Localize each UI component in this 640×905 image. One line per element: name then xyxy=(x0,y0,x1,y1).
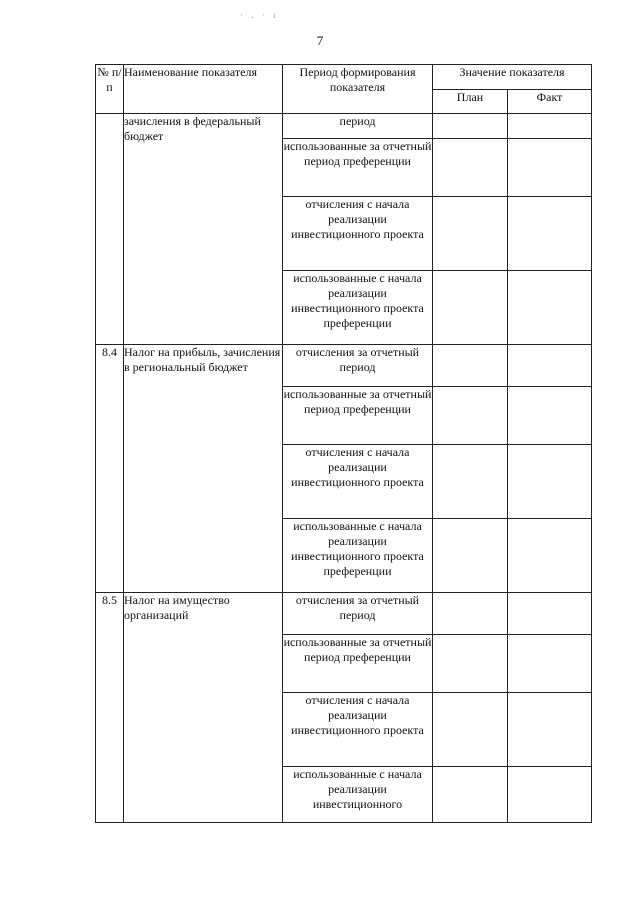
header-name: Наименование показателя xyxy=(124,65,283,114)
row-num: 8.5 xyxy=(96,593,124,823)
row-fact xyxy=(508,387,592,445)
row-period: использованные с начала реализации инвестиционного проекта преференции xyxy=(283,519,433,593)
page-number: 7 xyxy=(316,33,324,48)
header-plan: План xyxy=(433,89,508,114)
table-row xyxy=(96,593,592,635)
row-period: отчисления за отчетный период xyxy=(283,345,433,387)
row-name: Налог на имущество организаций xyxy=(124,593,283,823)
row-name: зачисления в федеральный бюджет xyxy=(124,114,283,345)
row-period: отчисления за отчетный период xyxy=(283,593,433,635)
row-fact xyxy=(508,767,592,823)
row-fact xyxy=(508,139,592,197)
row-period: использованные с начала реализации инвестиционного проекта преференции xyxy=(283,271,433,345)
row-plan xyxy=(433,519,508,593)
row-period: использованные с начала реализации инвестиционного xyxy=(283,767,433,823)
row-plan xyxy=(433,635,508,693)
header-value: Значение показателя xyxy=(433,65,592,90)
row-plan xyxy=(433,767,508,823)
row-plan xyxy=(433,387,508,445)
row-period: отчисления с начала реализации инвестиционного проекта xyxy=(283,445,433,519)
row-period: отчисления с начала реализации инвестиционного проекта xyxy=(283,197,433,271)
row-period: использованные за отчетный период преференции xyxy=(283,387,433,445)
row-plan xyxy=(433,345,508,387)
row-plan xyxy=(433,271,508,345)
row-fact xyxy=(508,114,592,139)
header-num: № п/п xyxy=(96,65,124,114)
indicators-table xyxy=(95,64,592,823)
row-num: 8.4 xyxy=(96,345,124,593)
scan-artifact: · . · ı xyxy=(240,10,279,20)
row-plan xyxy=(433,593,508,635)
row-period: период xyxy=(283,114,433,139)
row-period: отчисления с начала реализации инвестиционного проекта xyxy=(283,693,433,767)
row-period: использованные за отчетный период преференции xyxy=(283,635,433,693)
row-fact xyxy=(508,635,592,693)
header-row xyxy=(96,65,592,90)
row-plan xyxy=(433,693,508,767)
row-fact xyxy=(508,693,592,767)
row-plan xyxy=(433,197,508,271)
row-num xyxy=(96,114,124,345)
row-fact xyxy=(508,345,592,387)
row-fact xyxy=(508,197,592,271)
row-fact xyxy=(508,445,592,519)
row-plan xyxy=(433,139,508,197)
row-plan xyxy=(433,114,508,139)
row-fact xyxy=(508,519,592,593)
header-period: Период формирования показателя xyxy=(283,65,433,114)
row-period: использованные за отчетный период преференции xyxy=(283,139,433,197)
table-row xyxy=(96,114,592,139)
header-fact: Факт xyxy=(508,89,592,114)
row-plan xyxy=(433,445,508,519)
row-name: Налог на прибыль, зачисления в региональный бюджет xyxy=(124,345,283,593)
table-row xyxy=(96,345,592,387)
row-fact xyxy=(508,271,592,345)
row-fact xyxy=(508,593,592,635)
